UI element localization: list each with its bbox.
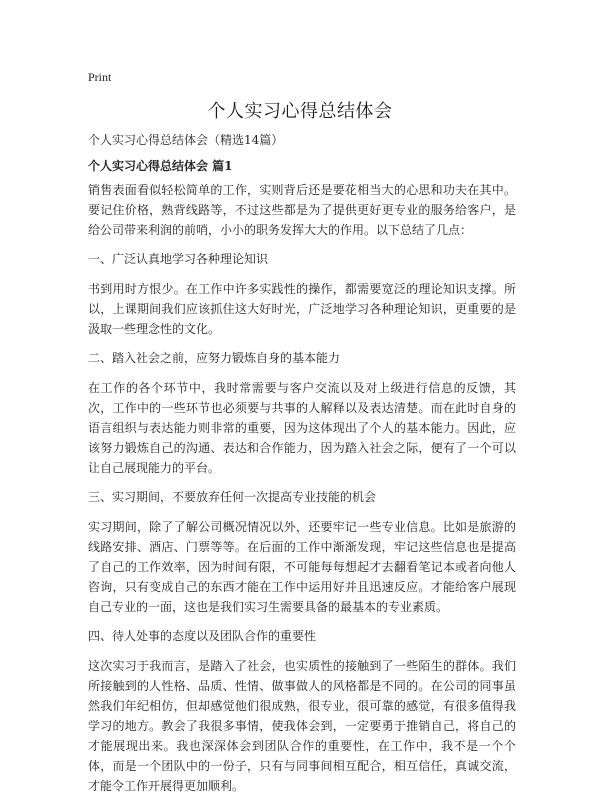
section-title: 个人实习心得总结体会 篇1 [88, 159, 233, 173]
intro-paragraph: 销售表面看似轻松简单的工作，实则背后还是要花相当大的心思和功夫在其中。要记住价格，熟背线路等，不过这些都是为了提供更好更专业的服务给客户，是给公司带来利润的前哨，小小的职务发挥大大的作用。以下总结了几点： [88, 183, 516, 237]
paragraph-4: 这次实习于我而言，是踏入了社会，也实质性的接触到了一些陌生的群体。我们所接触到的人性格、品质、性情、做事做人的风格都是不同的。在公司的同事虽然我们年纪相仿，但却感觉他们很成熟，很专业，很可靠的感觉，有很多值得我学习的地方。教会了我很多事情，使我体会到，一定要勇于推销自己，将自己的才能展现出来。我也深深体会到团队合作的重要性，在工作中，我不是一个个体，而是一个团队中的一份子，只有与同事间相互配合，相互信任，真诚交流，才能令工作开展得更加顺利。 [88, 659, 516, 793]
paragraph-2: 在工作的各个环节中，我时常需要与客户交流以及对上级进行信息的反馈，其次，工作中的一些环节也必须要与共事的人解释以及表达清楚。而在此时自身的语言组织与表达能力则非常的重要，因为这体现出了个人的基本能力。因此，应该努力锻炼自己的沟通、表达和合作能力，因为踏入社会之际，便有了一个可以让自己展现能力的平台。 [88, 381, 516, 475]
heading-2: 二、踏入社会之前，应努力锻炼自身的基本能力 [88, 351, 341, 365]
paragraph-3: 实习期间，除了了解公司概况情况以外，还要牢记一些专业信息。比如是旅游的线路安排、酒店、门票等等。在后面的工作中渐渐发现，牢记这些信息也是提高了自己的工作效率，因为时间有限，不可能每每想起才去翻看笔记本或者向他人咨询，只有变成自己的东西才能在工作中运用好并且迅速反应。才能给客户展现自己专业的一面，这也是我们实习生需要具备的最基本的专业素质。 [88, 520, 516, 614]
heading-4: 四、待人处事的态度以及团队合作的重要性 [88, 629, 317, 643]
document-title: 个人实习心得总结体会 [207, 101, 393, 122]
paragraph-1: 书到用时方恨少。在工作中许多实践性的操作，都需要宽泛的理论知识支撑。所以，上课期间我们应该抓住这大好时光，广泛地学习各种理论知识，更重要的是汲取一些理念性的文化。 [88, 282, 516, 336]
document-body [88, 130, 516, 805]
heading-3: 三、实习期间，不要放弃任何一次提高专业技能的机会 [88, 490, 377, 504]
document-subtitle: 个人实习心得总结体会（精选14篇） [88, 133, 284, 147]
print-link[interactable]: Print [88, 70, 112, 84]
heading-1: 一、广泛认真地学习各种理论知识 [88, 252, 269, 266]
